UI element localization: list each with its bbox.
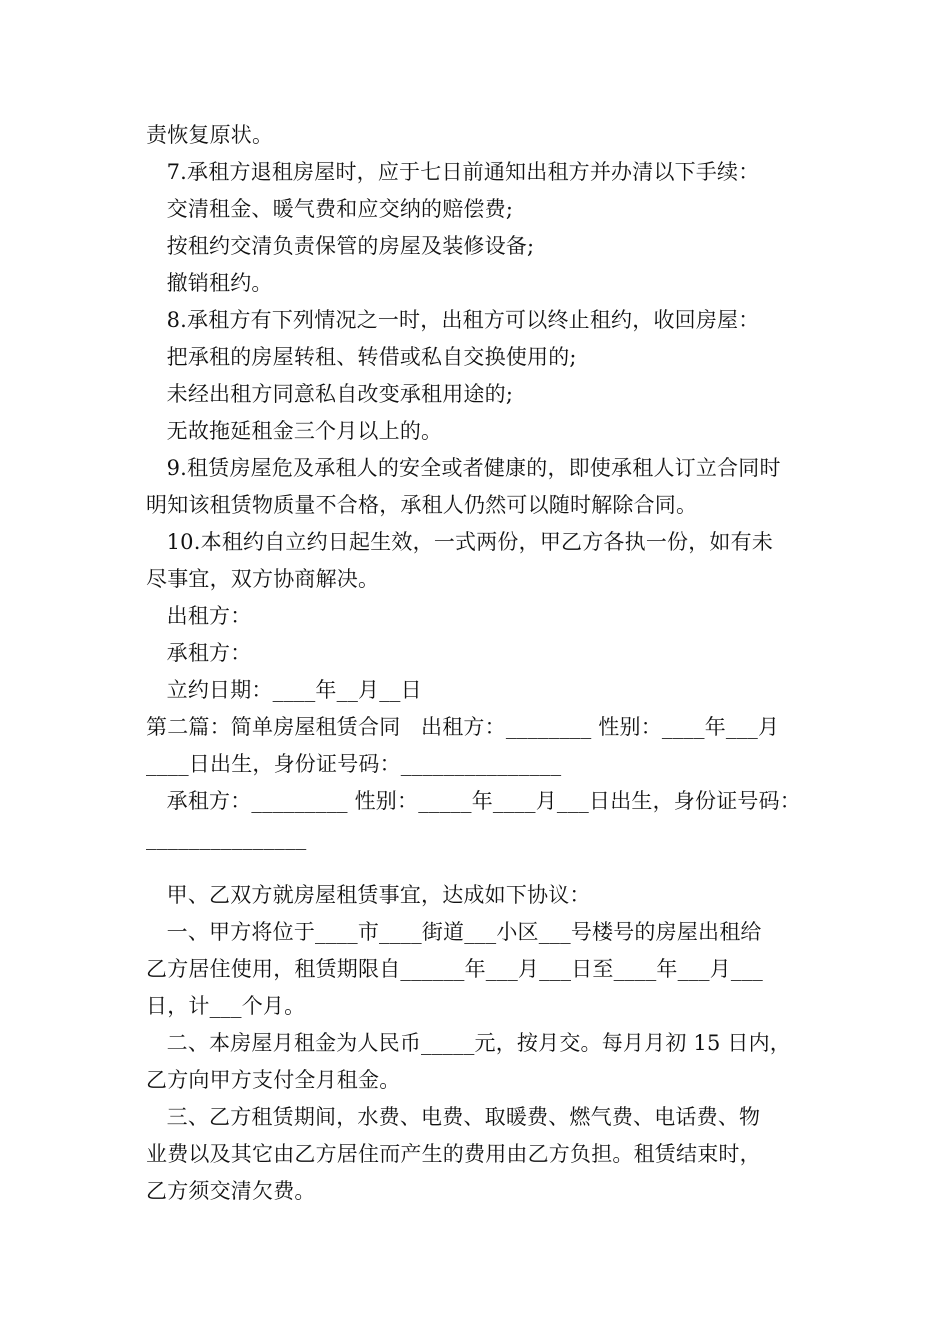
section-heading-line: 第二篇：简单房屋租赁合同 出租方：________ 性别：____年___月 <box>146 715 780 739</box>
text-line: 承租方： <box>146 641 252 665</box>
document-body <box>146 117 826 1210</box>
text-line: ____日出生，身份证号码：_______________ <box>146 752 562 776</box>
text-line: 三、乙方租赁期间，水费、电费、取暖费、燃气费、电话费、物 <box>146 1105 761 1129</box>
text-line: 二、本房屋月租金为人民币_____元，按月交。每月月初 15 日内， <box>146 1031 791 1055</box>
text-line: 一、甲方将位于____市____街道___小区___号楼号的房屋出租给 <box>146 920 762 944</box>
text-line: 业费以及其它由乙方居住而产生的费用由乙方负担。租赁结束时， <box>146 1142 761 1166</box>
text-line: 交清租金、暖气费和应交纳的赔偿费; <box>146 197 514 221</box>
text-line: 甲、乙双方就房屋租赁事宜，达成如下协议： <box>146 883 591 907</box>
text-line: 未经出租方同意私自改变承租用途的; <box>146 382 514 406</box>
text-line: 8.承租方有下列情况之一时，出租方可以终止租约，收回房屋： <box>146 308 760 332</box>
text-line: 日，计___个月。 <box>146 994 306 1018</box>
text-line: 把承租的房屋转租、转借或私自交换使用的; <box>146 345 577 369</box>
text-line: 10.本租约自立约日起生效，一式两份，甲乙方各执一份，如有未 <box>146 530 774 554</box>
text-line: 责恢复原状。 <box>146 123 274 147</box>
text-line: 乙方向甲方支付全月租金。 <box>146 1068 401 1092</box>
text-line: 乙方须交清欠费。 <box>146 1179 316 1203</box>
text-line: 承租方：_________ 性别：_____年____月___日出生，身份证号码： <box>146 789 801 813</box>
text-line: 明知该租赁物质量不合格，承租人仍然可以随时解除合同。 <box>146 493 698 517</box>
text-line: 出租方： <box>146 604 252 628</box>
text-line: 撤销租约。 <box>146 271 273 295</box>
text-line: _______________ <box>146 826 307 850</box>
text-line: 9.租赁房屋危及承租人的安全或者健康的，即使承租人订立合同时 <box>146 456 781 480</box>
text-line: 立约日期：____年__月__日 <box>146 678 422 702</box>
paragraph-gap <box>146 857 826 877</box>
text-line: 按租约交清负责保管的房屋及装修设备; <box>146 234 535 258</box>
text-line: 7.承租方退租房屋时，应于七日前通知出租方并办清以下手续： <box>146 160 760 184</box>
text-line: 无故拖延租金三个月以上的。 <box>146 419 443 443</box>
text-line: 尽事宜，双方协商解决。 <box>146 567 380 591</box>
text-line: 乙方居住使用，租赁期限自______年___月___日至____年___月___ <box>146 957 763 981</box>
